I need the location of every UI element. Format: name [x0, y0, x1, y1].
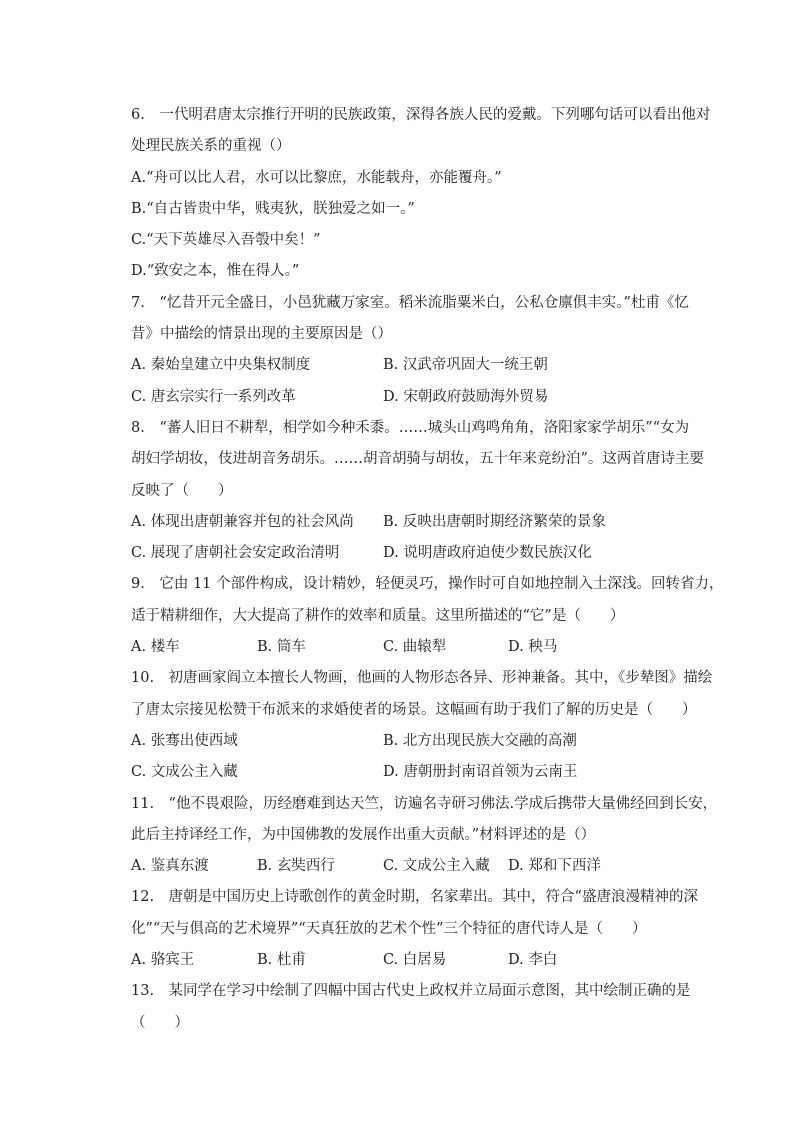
q7-option-c: C. 唐玄宗实行一系列改革	[131, 388, 296, 405]
q9-option-b: B. 筒车	[257, 639, 306, 656]
q8-stem-line-1: 8. “蕃人旧日不耕犁，相学如今种禾黍。……城头山鸡鸣角角，洛阳家家学胡乐”“女为	[131, 419, 690, 436]
q10-stem-line-1: 10. 初唐画家阎立本擅长人物画，他画的人物形态各异、形神兼备。其中，《步辇图》描绘	[131, 670, 713, 687]
q7-stem-line-1: 7. “忆昔开元全盛日，小邑犹藏万家室。稻米流脂粟米白，公私仓廪俱丰实。”杜甫《忆	[131, 294, 689, 311]
q11-option-d: D. 郑和下西洋	[508, 858, 601, 875]
q13-stem-line-1: 13. 某同学在学习中绘制了四幅中国古代史上政权并立局面示意图，其中绘制正确的是	[131, 983, 691, 1000]
q12-options-row	[131, 945, 711, 976]
q11-option-b: B. 玄奘西行	[257, 858, 335, 875]
q12-option-c: C. 白居易	[383, 952, 447, 969]
q7-options-row-2	[131, 382, 711, 413]
q10-option-a: A. 张骞出使西域	[131, 732, 238, 749]
q8-options-row-2	[131, 538, 711, 569]
q7-options-row-1	[131, 350, 711, 381]
q12-stem-line-2: 化”“天与俱高的艺术境界”“天真狂放的艺术个性”三个特征的唐代诗人是（ ）	[131, 920, 647, 937]
q8-option-a: A. 体现出唐朝兼容并包的社会风尚	[131, 513, 354, 530]
q8-stem-line-3: 反映了（ ）	[131, 482, 233, 499]
q9-option-a: A. 楼车	[131, 639, 180, 656]
q10-options-row-1	[131, 726, 711, 757]
q11-stem-line-2: 此后主持译经工作，为中国佛教的发展作出重大贡献。”材料评述的是（）	[131, 826, 596, 843]
q11-stem-line-1: 11. “他不畏艰险，历经磨难到达天竺，访遍名寺研习佛法.学成后携带大量佛经回到长安，	[131, 795, 718, 812]
q7-option-b: B. 汉武帝巩固大一统王朝	[383, 357, 548, 374]
q11-option-c: C. 文成公主入藏	[383, 858, 490, 875]
q8-options-row-1	[131, 507, 711, 538]
q7-option-a: A. 秦始皇建立中央集权制度	[131, 357, 311, 374]
q8-option-b: B. 反映出唐朝时期经济繁荣的景象	[383, 513, 606, 530]
q8-stem-line-2: 胡妇学胡妆，伎进胡音务胡乐。……胡音胡骑与胡妆，五十年来竞纷泊”。这两首唐诗主要	[131, 451, 704, 468]
q9-option-c: C. 曲辕犁	[383, 639, 447, 656]
q8-option-c: C. 展现了唐朝社会安定政治清明	[131, 545, 340, 562]
q13-stem-line-2: （ ）	[131, 1014, 189, 1031]
question-list	[131, 100, 724, 1039]
q6-option-c: C.“天下英雄尽入吾彀中矣！”	[131, 232, 321, 249]
q6-option-d: D.“致安之本，惟在得人。”	[131, 263, 300, 280]
q10-options-row-2	[131, 757, 711, 788]
q12-option-a: A. 骆宾王	[131, 952, 195, 969]
q10-option-d: D. 唐朝册封南诏首领为云南王	[383, 764, 578, 781]
q11-options-row	[131, 851, 711, 882]
q8-option-d: D. 说明唐政府迫使少数民族汉化	[383, 545, 592, 562]
q9-options-row	[131, 632, 711, 663]
q9-option-d: D. 秧马	[508, 639, 558, 656]
q12-option-d: D. 李白	[508, 952, 558, 969]
q7-option-d: D. 宋朝政府鼓励海外贸易	[383, 388, 549, 405]
q10-stem-line-2: 了唐太宗接见松赞干布派来的求婚使者的场景。这幅画有助于我们了解的历史是（ ）	[131, 701, 697, 718]
q10-option-b: B. 北方出现民族大交融的高潮	[383, 732, 577, 749]
q11-option-a: A. 鉴真东渡	[131, 858, 209, 875]
q6-option-a: A.“舟可以比人君，水可以比黎庶，水能载舟，亦能覆舟。”	[131, 169, 502, 186]
q10-option-c: C. 文成公主入藏	[131, 764, 238, 781]
q9-stem-line-1: 9. 它由 11 个部件构成，设计精妙，轻便灵巧，操作时可自如地控制入土深浅。回转省力，	[131, 576, 724, 593]
q9-stem-line-2: 适于精耕细作，大大提高了耕作的效率和质量。这里所描述的“它”是（ ）	[131, 607, 625, 624]
q6-stem-line-1: 6. 一代明君唐太宗推行开明的民族政策，深得各族人民的爱戴。下列哪句话可以看出他对	[131, 107, 711, 123]
q7-stem-line-2: 昔》中描绘的情景出现的主要原因是（）	[131, 326, 392, 343]
q12-option-b: B. 杜甫	[257, 952, 306, 969]
q6-option-b: B.“自古皆贵中华，贱夷狄，朕独爱之如一。”	[131, 200, 415, 217]
q6-stem-line-2: 处理民族关系的重视（）	[131, 138, 291, 155]
q12-stem-line-1: 12. 唐朝是中国历史上诗歌创作的黄金时期，名家辈出。其中，符合“盛唐浪漫精神的深	[131, 889, 698, 906]
